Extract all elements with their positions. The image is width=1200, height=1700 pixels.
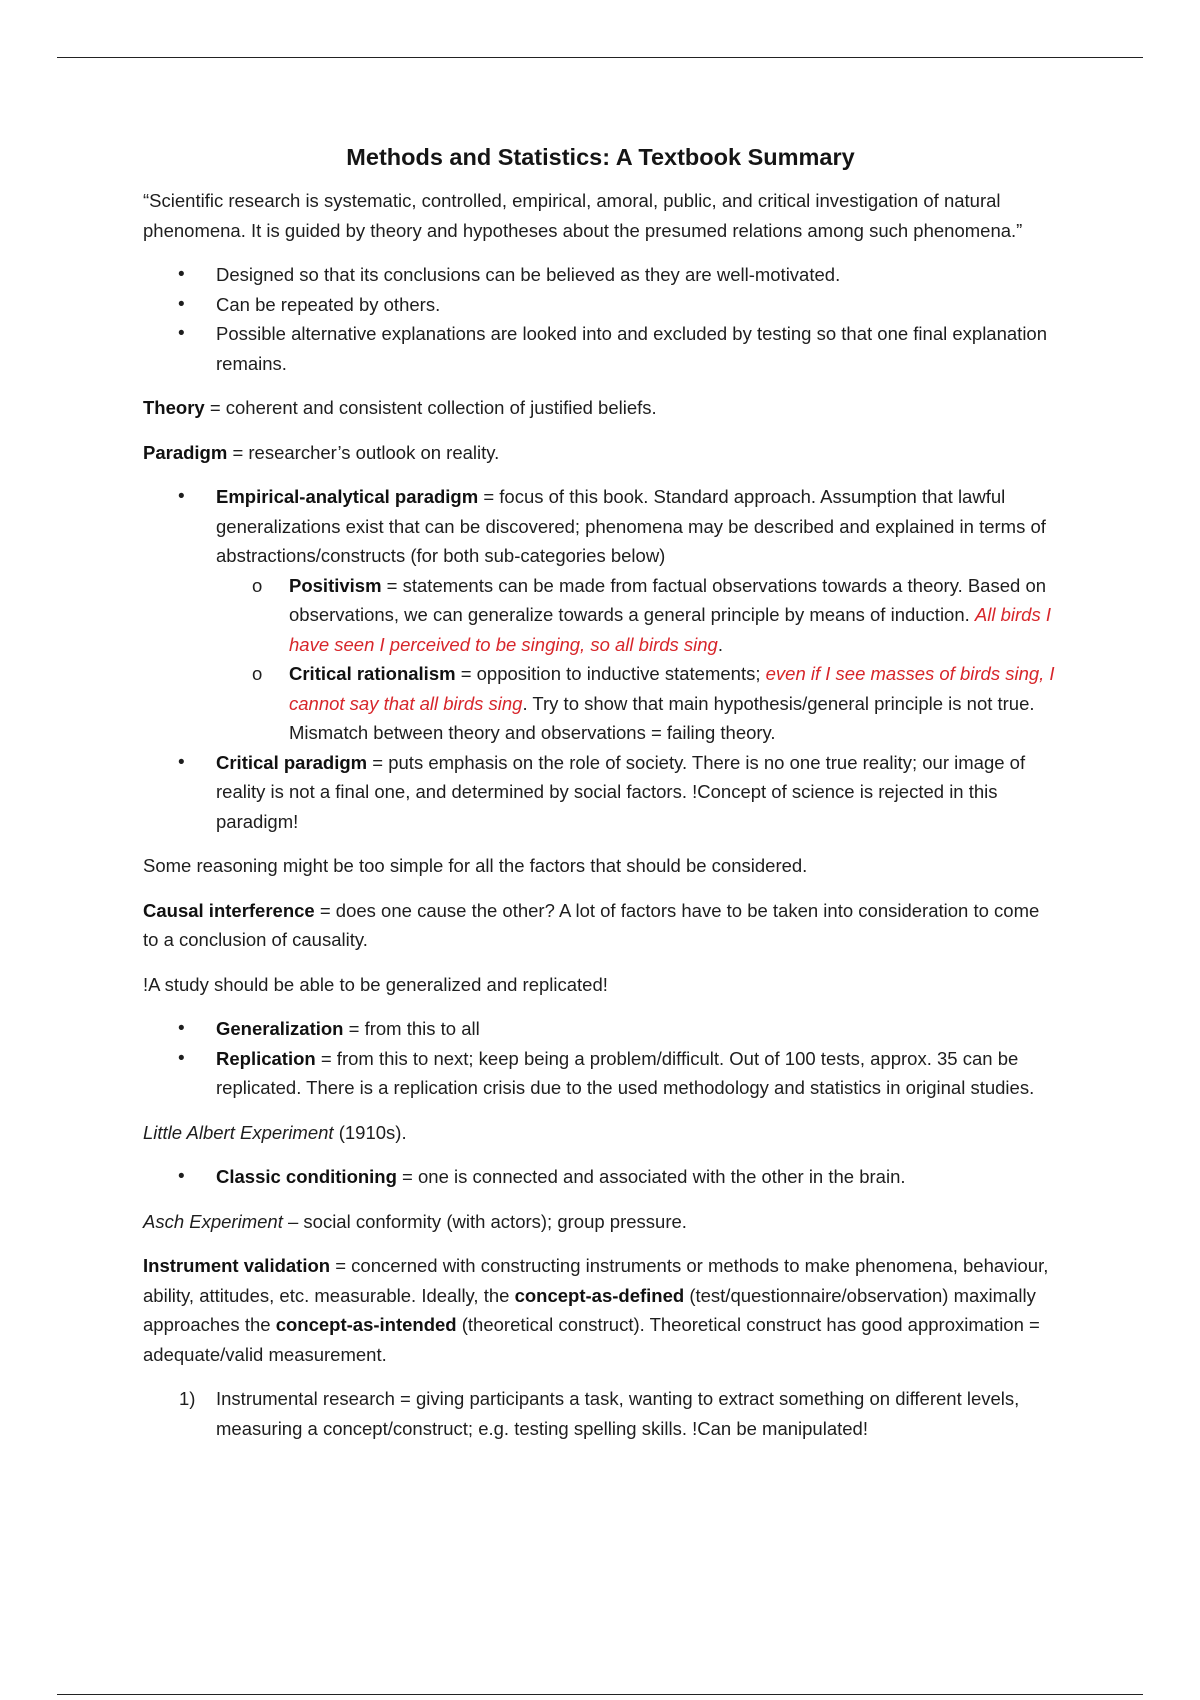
conditioning-list — [143, 1162, 1058, 1192]
empirical-def: = focus of this book. Standard approach. Assumption that lawful generalizations exist that can be discovered; phenomena may be described and explained in terms of abstractions/constructs (for both sub-categories below) — [216, 486, 1046, 566]
concept-as-defined-term: concept-as-defined — [514, 1284, 685, 1306]
critical-rationalism-item — [216, 659, 1058, 748]
asch-rest: – social conformity (with actors); group pressure. — [282, 1210, 687, 1232]
replication-def: = from this to next; keep being a problem/difficult. Out of 100 tests, approx. 35 can be replicated. There is a replication crisis due to the used methodology and statistics in original studies. — [216, 1047, 1035, 1098]
replication-term: Replication — [216, 1047, 316, 1069]
instrument-def-part: (test/questionnaire/observation) maximally approaches the — [143, 1284, 1036, 1335]
theory-definition — [143, 393, 1058, 423]
classic-conditioning-term: Classic conditioning — [216, 1166, 397, 1187]
item-number: 1) — [179, 1388, 196, 1409]
classic-conditioning-item — [143, 1162, 1058, 1192]
critical-rationalism-end: . Try to show that main hypothesis/general principle is not true. Mismatch between theory and observations = failing theory. — [289, 692, 1035, 743]
intro-quote: “Scientific research is systematic, controlled, empirical, amoral, public, and critical investigation of natural phenomena. It is guided by theory and hypotheses about the presumed relations among such phenomena.” — [143, 190, 1023, 241]
bullet-item: • Designed so that its conclusions can be believed as they are well-motivated. — [143, 260, 1058, 290]
sub-bullet-marker: o — [252, 574, 263, 596]
bullet-item: • Can be repeated by others. — [143, 290, 1058, 320]
document-page — [143, 142, 1058, 1458]
sub-bullet-marker: o — [252, 663, 263, 684]
empirical-sub-list — [216, 571, 1058, 748]
critical-rationalism-example: even if I see masses of birds sing, I cannot say that all birds sing — [289, 663, 1055, 714]
instrument-validation-term: Instrument validation — [143, 1255, 331, 1276]
positivism-def: = statements can be made from factual observations towards a theory. Based on observations, we can generalize towards a general principle by means of induction. — [289, 574, 1047, 625]
paradigm-def: = researcher’s outlook on reality. — [227, 441, 500, 463]
paradigm-definition — [143, 438, 1058, 468]
document-title: Methods and Statistics: A Textbook Summary — [346, 144, 855, 170]
positivism-end: . — [717, 633, 723, 655]
classic-conditioning-def: = one is connected and associated with the other in the brain. — [396, 1166, 906, 1187]
causal-def: = does one cause the other? A lot of factors have to be taken into consideration to come to a conclusion of causality. — [143, 899, 1040, 950]
paradigm-list — [143, 482, 1058, 836]
theory-term: Theory — [143, 397, 205, 418]
critical-paradigm-term: Critical paradigm — [216, 751, 368, 773]
critical-rationalism-def: = opposition to inductive statements; — [455, 663, 766, 684]
causal-definition — [143, 896, 1058, 955]
positivism-term: Positivism — [289, 574, 382, 596]
bullet-item: • Possible alternative explanations are looked into and excluded by testing so that one final explanation remains. — [143, 319, 1058, 378]
generalize-note: !A study should be able to be generalized and replicated! — [143, 973, 608, 995]
intro-bullet-list — [143, 260, 1058, 378]
bottom-rule — [57, 1694, 1143, 1695]
replication-item — [143, 1044, 1058, 1103]
asch-name: Asch Experiment — [143, 1210, 283, 1232]
generalization-def: = from this to all — [343, 1018, 480, 1039]
theory-def: = coherent and consistent collection of justified beliefs. — [204, 397, 657, 418]
empirical-paradigm-item — [143, 482, 1058, 748]
reasoning-note: Some reasoning might be too simple for all the factors that should be considered. — [143, 855, 808, 876]
critical-rationalism-term: Critical rationalism — [289, 663, 456, 684]
little-albert-name: Little Albert Experiment — [143, 1121, 334, 1143]
numbered-item — [143, 1384, 1058, 1443]
concept-as-intended-term: concept-as-intended — [275, 1314, 457, 1335]
empirical-term: Empirical-analytical paradigm — [216, 486, 479, 507]
item-text: Instrumental research = giving participants a task, wanting to extract something on different levels, measuring a concept/construct; e.g. testing spelling skills. !Can be manipulated! — [216, 1388, 1020, 1439]
instrument-def-part: = concerned with constructing instruments or methods to make phenomena, behaviour, ability, attitudes, etc. measurable. Ideally, the — [143, 1255, 1049, 1306]
generalization-list — [143, 1014, 1058, 1103]
instrument-def-part: (theoretical construct). Theoretical construct has good approximation = adequate/valid measurement. — [143, 1314, 1040, 1365]
instrument-validation-definition — [143, 1251, 1058, 1369]
causal-term: Causal interference — [143, 899, 315, 921]
critical-paradigm-def: = puts emphasis on the role of society. There is no one true reality; our image of reality is not a final one, and determined by social factors. !Concept of science is rejected in this paradigm! — [216, 751, 1026, 832]
generalization-term: Generalization — [216, 1018, 344, 1039]
critical-paradigm-item — [143, 748, 1058, 837]
numbered-list — [143, 1384, 1058, 1443]
top-rule — [57, 57, 1143, 58]
little-albert-rest: (1910s). — [333, 1121, 407, 1143]
positivism-item — [216, 571, 1058, 660]
generalization-item — [143, 1014, 1058, 1044]
positivism-example: All birds I have seen I perceived to be singing, so all birds sing — [289, 604, 1051, 655]
little-albert-line — [143, 1118, 1058, 1148]
asch-line — [143, 1207, 1058, 1237]
paradigm-term: Paradigm — [143, 441, 228, 463]
